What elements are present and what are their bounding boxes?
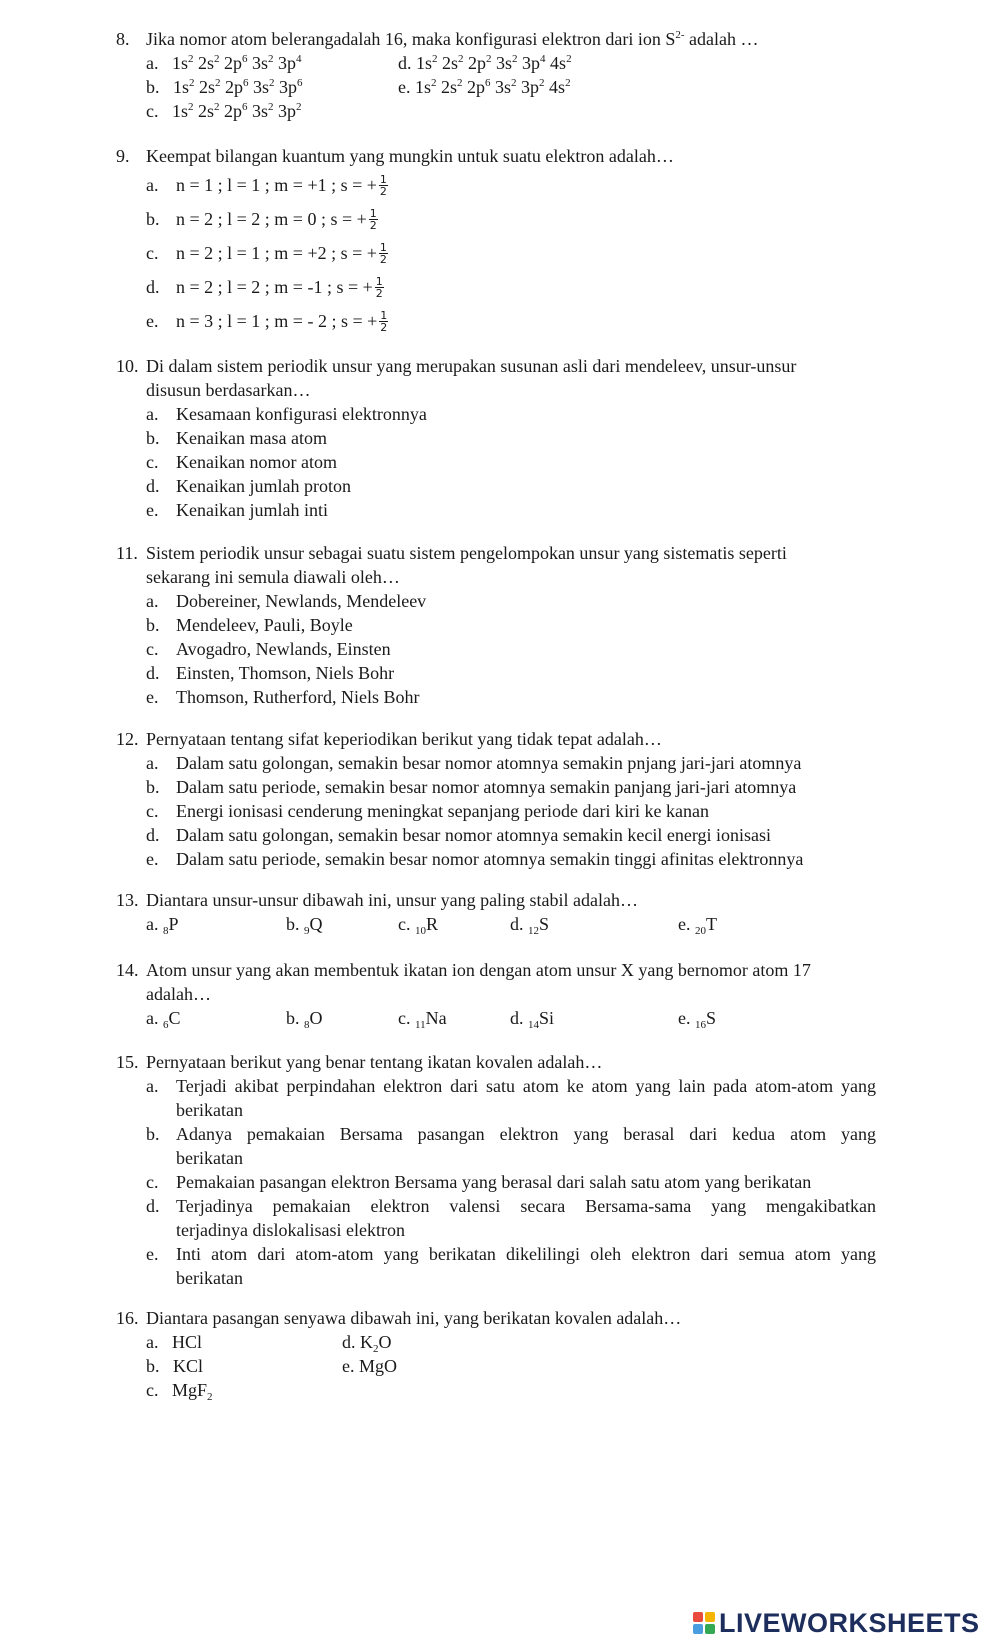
orbital-electrons: 2: [458, 53, 464, 65]
question-13: [116, 888, 876, 936]
orbital-electrons: 2: [268, 53, 274, 65]
option-text: Kesamaan konfigurasi elektronnya: [176, 404, 427, 424]
orbital-electrons: 2: [431, 77, 437, 89]
orbital-electrons: 2: [457, 77, 463, 89]
question-8: [116, 27, 876, 123]
option-letter: b.: [146, 615, 160, 635]
element-symbol: S: [706, 1008, 717, 1028]
option-text: Dalam satu periode, semakin besar nomor atomnya semakin panjang jari-jari atomnya: [176, 777, 797, 797]
orbital-electrons: 6: [243, 77, 249, 89]
option-c[interactable]: c. MgF$_2$: [146, 1380, 213, 1403]
orbital-electrons: 2: [214, 101, 220, 113]
orbital: 1s: [172, 53, 189, 73]
element-symbol: Q: [309, 914, 323, 934]
question-16-stem: 16. Diantara pasangan senyawa dibawah ini, yang berikatan kovalen adalah…: [116, 1308, 682, 1328]
orbital: 1s: [416, 53, 433, 73]
orbital-electrons: 6: [242, 101, 248, 113]
option-letter: e.: [678, 1008, 691, 1028]
option-d[interactable]: [146, 270, 876, 304]
element-symbol: Si: [539, 1008, 555, 1028]
option-text: Dalam satu golongan, semakin besar nomor atomnya semakin pnjang jari-jari atomnya: [176, 753, 802, 773]
orbital: 2s: [441, 77, 458, 97]
orbital: 2s: [199, 77, 216, 97]
option-text: Inti atom dari atom-atom yang berikatan dikelilingi oleh elektron dari semua atom yang: [176, 1244, 876, 1264]
option-letter: b.: [286, 914, 300, 934]
orbital: 2s: [198, 53, 215, 73]
option-a[interactable]: [146, 912, 179, 936]
option-text: Dalam satu golongan, semakin besar nomor atomnya semakin kecil energi ionisasi: [176, 825, 772, 845]
option-text: Energi ionisasi cenderung meningkat sepanjang periode dari kiri ke kanan: [176, 801, 709, 821]
option-letter: e.: [146, 849, 159, 869]
atomic-number: 14: [528, 1019, 539, 1031]
fraction: $\frac{1}{2}$: [379, 172, 387, 198]
orbital-electrons: 2: [189, 77, 195, 89]
option-letter: a.: [146, 1008, 159, 1028]
element-symbol: T: [706, 914, 717, 934]
option-b[interactable]: [146, 613, 876, 637]
orbital-electrons: 2: [269, 77, 275, 89]
atomic-number: 10: [415, 925, 426, 937]
orbital: 2s: [198, 101, 215, 121]
option-e[interactable]: [146, 847, 876, 871]
orbital-electrons: 2: [486, 53, 492, 65]
option-b[interactable]: [286, 1006, 323, 1030]
option-text-cont: berikatan: [176, 1268, 243, 1288]
atomic-number: 20: [695, 925, 706, 937]
orbital-electrons: 2: [539, 77, 545, 89]
option-c[interactable]: [146, 799, 876, 823]
option-letter: c.: [146, 639, 159, 659]
option-d[interactable]: [510, 912, 549, 936]
question-14: 14. Atom unsur yang akan membentuk ikatan ion dengan atom unsur X yang bernomor atom 17 adalah… a. $_6$C b. $_8$O c. $_{11}$Na d. $_{14}$Si e. $_{16}$S: [116, 958, 876, 1030]
option-letter: e.: [146, 1244, 159, 1264]
question-number: 16.: [116, 1308, 139, 1328]
orbital: 3p: [521, 77, 540, 97]
option-text: n = 2 ; l = 2 ; m = -1 ; s = +: [176, 277, 373, 297]
option-text: Terjadinya pemakaian elektron valensi secara Bersama-sama yang mengakibatkan: [176, 1196, 876, 1216]
option-a[interactable]: [146, 589, 876, 613]
option-b[interactable]: [146, 1122, 876, 1170]
atomic-number: 8: [163, 925, 169, 937]
atomic-number: 16: [695, 1019, 706, 1031]
option-letter: d.: [146, 825, 160, 845]
question-number: 15.: [116, 1052, 139, 1072]
option-c[interactable]: [398, 1006, 447, 1030]
orbital: 2p: [225, 77, 244, 97]
option-text: Kenaikan nomor atom: [176, 452, 337, 472]
question-number: 12.: [116, 729, 139, 749]
orbital-electrons: 2: [512, 53, 518, 65]
atomic-number: 8: [304, 1019, 310, 1031]
option-text: n = 1 ; l = 1 ; m = +1 ; s = +: [176, 175, 377, 195]
orbital: 3s: [495, 77, 512, 97]
question-number: 8.: [116, 29, 130, 49]
option-letter: b.: [146, 777, 160, 797]
option-text-cont: berikatan: [176, 1148, 243, 1168]
option-letter: d.: [146, 476, 160, 496]
option-text: Thomson, Rutherford, Niels Bohr: [176, 687, 420, 707]
question-12-stem: 12. Pernyataan tentang sifat keperiodikan berikut yang tidak tepat adalah…: [116, 729, 662, 749]
question-number: 9.: [116, 146, 130, 166]
orbital: 3p: [278, 101, 297, 121]
question-13-stem: 13. Diantara unsur-unsur dibawah ini, unsur yang paling stabil adalah…: [116, 890, 639, 910]
electron-config: [172, 101, 302, 121]
option-text: Pemakaian pasangan elektron Bersama yang berasal dari salah satu atom yang berikatan: [176, 1172, 812, 1192]
option-c[interactable]: [146, 450, 876, 474]
question-number: 11.: [116, 543, 138, 563]
option-b[interactable]: b. $1s^2$ $2s^2$ $2p^6$ $3s^2$ $3p^6$: [146, 77, 303, 97]
electron-config: [415, 77, 571, 97]
orbital: 2p: [468, 53, 487, 73]
electron-config: [172, 53, 302, 73]
option-letter: a.: [146, 591, 159, 611]
orbital: 3s: [253, 77, 270, 97]
option-text: Dobereiner, Newlands, Mendeleev: [176, 591, 427, 611]
orbital: 2p: [224, 53, 243, 73]
question-8-stem: 8. Jika nomor atom belerangadalah 16, maka konfigurasi elektron dari ion $S^{2-}$ adalah …: [116, 29, 759, 49]
atomic-number: 6: [163, 1019, 169, 1031]
orbital-electrons: 2: [566, 53, 572, 65]
option-a[interactable]: a. $1s^2$ $2s^2$ $2p^6$ $3s^2$ $3p^4$: [146, 53, 302, 73]
orbital-electrons: 2: [268, 101, 274, 113]
option-letter: c.: [398, 914, 411, 934]
orbital: 4s: [549, 77, 566, 97]
option-text-cont: terjadinya dislokalisasi elektron: [176, 1220, 405, 1240]
option-e[interactable]: [146, 685, 876, 709]
orbital-electrons: 4: [296, 53, 302, 65]
orbital: 2p: [467, 77, 486, 97]
orbital: 3s: [496, 53, 513, 73]
orbital-electrons: 6: [297, 77, 303, 89]
option-a[interactable]: [146, 1006, 181, 1030]
option-c[interactable]: [146, 236, 876, 270]
option-c[interactable]: [146, 637, 876, 661]
option-letter: a.: [146, 404, 159, 424]
atomic-number: 12: [528, 925, 539, 937]
option-letter: b.: [146, 428, 160, 448]
question-15-stem: 15. Pernyataan berikut yang benar tentang ikatan kovalen adalah…: [116, 1052, 603, 1072]
option-d[interactable]: d. $1s^2$ $2s^2$ $2p^2$ $3s^2$ $3p^4$ $4s^2$: [398, 53, 572, 73]
option-text: Kenaikan jumlah proton: [176, 476, 351, 496]
option-b[interactable]: b. KCl: [146, 1356, 204, 1376]
option-letter: b.: [146, 209, 160, 229]
orbital-electrons: 6: [485, 77, 491, 89]
option-text: Kenaikan jumlah inti: [176, 500, 328, 520]
option-d[interactable]: [146, 474, 876, 498]
orbital: 3p: [522, 53, 541, 73]
orbital-electrons: 2: [188, 101, 194, 113]
orbital: 2p: [224, 101, 243, 121]
question-number: 10.: [116, 356, 139, 376]
orbital: 1s: [172, 101, 189, 121]
option-e[interactable]: [146, 304, 876, 338]
orbital: 3p: [278, 53, 297, 73]
question-16: [116, 1306, 876, 1402]
orbital-electrons: 2: [188, 53, 194, 65]
orbital-electrons: 2: [296, 101, 302, 113]
option-b[interactable]: [286, 912, 323, 936]
element-symbol: R: [426, 914, 439, 934]
option-letter: c.: [146, 1172, 159, 1192]
option-letter: a.: [146, 1076, 159, 1096]
option-letter: d.: [510, 914, 524, 934]
option-a[interactable]: a. HCl: [146, 1332, 203, 1352]
orbital-electrons: 4: [540, 53, 546, 65]
option-e[interactable]: [146, 1242, 876, 1290]
option-letter: d.: [510, 1008, 524, 1028]
question-12: [116, 727, 876, 871]
option-d[interactable]: d. $K_2O$: [342, 1332, 392, 1355]
option-d[interactable]: [510, 1006, 554, 1030]
option-letter: e.: [146, 687, 159, 707]
orbital-electrons: 2: [432, 53, 438, 65]
question-11: 11. Sistem periodik unsur sebagai suatu sistem pengelompokan unsur yang sistematis seperti sekarang ini semula diawali oleh… a. Dobereiner, Newlands, Mendeleev b. Mendeleev, Pauli, Boyle c. Avogadro, Newlands, Einsten d. Einsten, Thomson, Niels Bohr e. Thomson, Rutherford, Niels Bohr: [116, 541, 876, 709]
fraction: $\frac{1}{2}$: [379, 240, 387, 266]
option-a[interactable]: [146, 1074, 876, 1122]
option-a[interactable]: [146, 402, 876, 426]
option-letter: c.: [398, 1008, 411, 1028]
option-letter: c.: [146, 243, 159, 263]
option-letter: e.: [678, 914, 691, 934]
option-c[interactable]: c. $1s^2$ $2s^2$ $2p^6$ $3s^2$ $3p^2$: [146, 101, 302, 121]
option-e[interactable]: e. $1s^2$ $2s^2$ $2p^6$ $3s^2$ $3p^2$ $4s^2$: [398, 77, 571, 97]
option-d[interactable]: [146, 1194, 876, 1242]
orbital: 3s: [252, 101, 269, 121]
option-a[interactable]: [146, 751, 876, 775]
option-e[interactable]: [678, 912, 717, 936]
option-text: Kenaikan masa atom: [176, 428, 327, 448]
element-symbol: C: [168, 1008, 181, 1028]
question-9: [116, 144, 876, 338]
option-letter: e.: [146, 500, 159, 520]
option-letter: a.: [146, 914, 159, 934]
option-text: Dalam satu periode, semakin besar nomor atomnya semakin tinggi afinitas elektronnya: [176, 849, 804, 869]
orbital-electrons: 2: [214, 53, 220, 65]
option-text: n = 3 ; l = 1 ; m = - 2 ; s = +: [176, 311, 378, 331]
option-text: Adanya pemakaian Bersama pasangan elektron yang berasal dari kedua atom yang: [176, 1124, 876, 1144]
orbital: 3s: [252, 53, 269, 73]
question-10-stem: 10. Di dalam sistem periodik unsur yang merupakan susunan asli dari mendeleev, unsur-unsur: [116, 356, 797, 376]
option-letter: c.: [146, 452, 159, 472]
option-b[interactable]: [146, 775, 876, 799]
option-d[interactable]: [146, 823, 876, 847]
option-text: Einsten, Thomson, Niels Bohr: [176, 663, 395, 683]
option-letter: a.: [146, 753, 159, 773]
option-letter: e.: [146, 311, 159, 331]
option-letter: b.: [286, 1008, 300, 1028]
question-14-stem: 14. Atom unsur yang akan membentuk ikatan ion dengan atom unsur X yang bernomor atom 17: [116, 960, 811, 980]
orbital-electrons: 6: [242, 53, 248, 65]
option-a[interactable]: [146, 168, 876, 202]
electron-config: [416, 53, 572, 73]
atomic-number: 9: [304, 925, 310, 937]
liveworksheets-logo-icon: [693, 1612, 715, 1634]
electron-config: [173, 77, 303, 97]
orbital: 1s: [415, 77, 432, 97]
fraction: $\frac{1}{2}$: [375, 274, 383, 300]
option-e[interactable]: [146, 498, 876, 522]
orbital: 2s: [442, 53, 459, 73]
option-b[interactable]: [146, 426, 876, 450]
option-letter: a.: [146, 175, 159, 195]
brand-text: LIVEWORKSHEETS: [719, 1607, 980, 1638]
question-11-stem: 11. Sistem periodik unsur sebagai suatu sistem pengelompokan unsur yang sistematis seperti: [116, 543, 787, 563]
option-d[interactable]: [146, 661, 876, 685]
option-letter: d.: [146, 277, 160, 297]
orbital-electrons: 2: [215, 77, 221, 89]
option-c[interactable]: [398, 912, 438, 936]
question-10: 10. Di dalam sistem periodik unsur yang merupakan susunan asli dari mendeleev, unsur-unsur disusun berdasarkan… a. Kesamaan konfigurasi elektronnya b. Kenaikan masa atom c. Kenaikan nomor atom d. Kenaikan jumlah proton e. Kenaikan jumlah inti: [116, 354, 876, 522]
question-9-stem: 9. Keempat bilangan kuantum yang mungkin untuk suatu elektron adalah…: [116, 146, 674, 166]
question-number: 13.: [116, 890, 139, 910]
option-text-cont: berikatan: [176, 1100, 243, 1120]
orbital-electrons: 2: [565, 77, 571, 89]
fraction: $\frac{1}{2}$: [380, 308, 388, 334]
option-text: Mendeleev, Pauli, Boyle: [176, 615, 353, 635]
orbital-electrons: 2: [511, 77, 517, 89]
element-symbol: P: [168, 914, 179, 934]
orbital: 1s: [173, 77, 190, 97]
orbital: 4s: [550, 53, 567, 73]
element-symbol: S: [539, 914, 550, 934]
option-b[interactable]: [146, 202, 876, 236]
option-letter: c.: [146, 801, 159, 821]
element-symbol: O: [309, 1008, 323, 1028]
option-text: n = 2 ; l = 1 ; m = +2 ; s = +: [176, 243, 377, 263]
option-c[interactable]: [146, 1170, 876, 1194]
question-15: [116, 1050, 876, 1290]
option-text: Terjadi akibat perpindahan elektron dari satu atom ke atom yang lain pada atom-atom yang: [176, 1076, 876, 1096]
element-symbol: Na: [425, 1008, 447, 1028]
option-letter: d.: [146, 1196, 160, 1216]
option-e[interactable]: e. MgO: [342, 1356, 398, 1376]
option-text: Avogadro, Newlands, Einsten: [176, 639, 391, 659]
liveworksheets-logo: [693, 1608, 980, 1638]
orbital: 3p: [279, 77, 298, 97]
atomic-number: 11: [415, 1019, 426, 1031]
option-letter: b.: [146, 1124, 160, 1144]
fraction: $\frac{1}{2}$: [369, 206, 377, 232]
option-e[interactable]: [678, 1006, 716, 1030]
question-number: 14.: [116, 960, 139, 980]
option-letter: d.: [146, 663, 160, 683]
option-text: n = 2 ; l = 2 ; m = 0 ; s = +: [176, 209, 367, 229]
